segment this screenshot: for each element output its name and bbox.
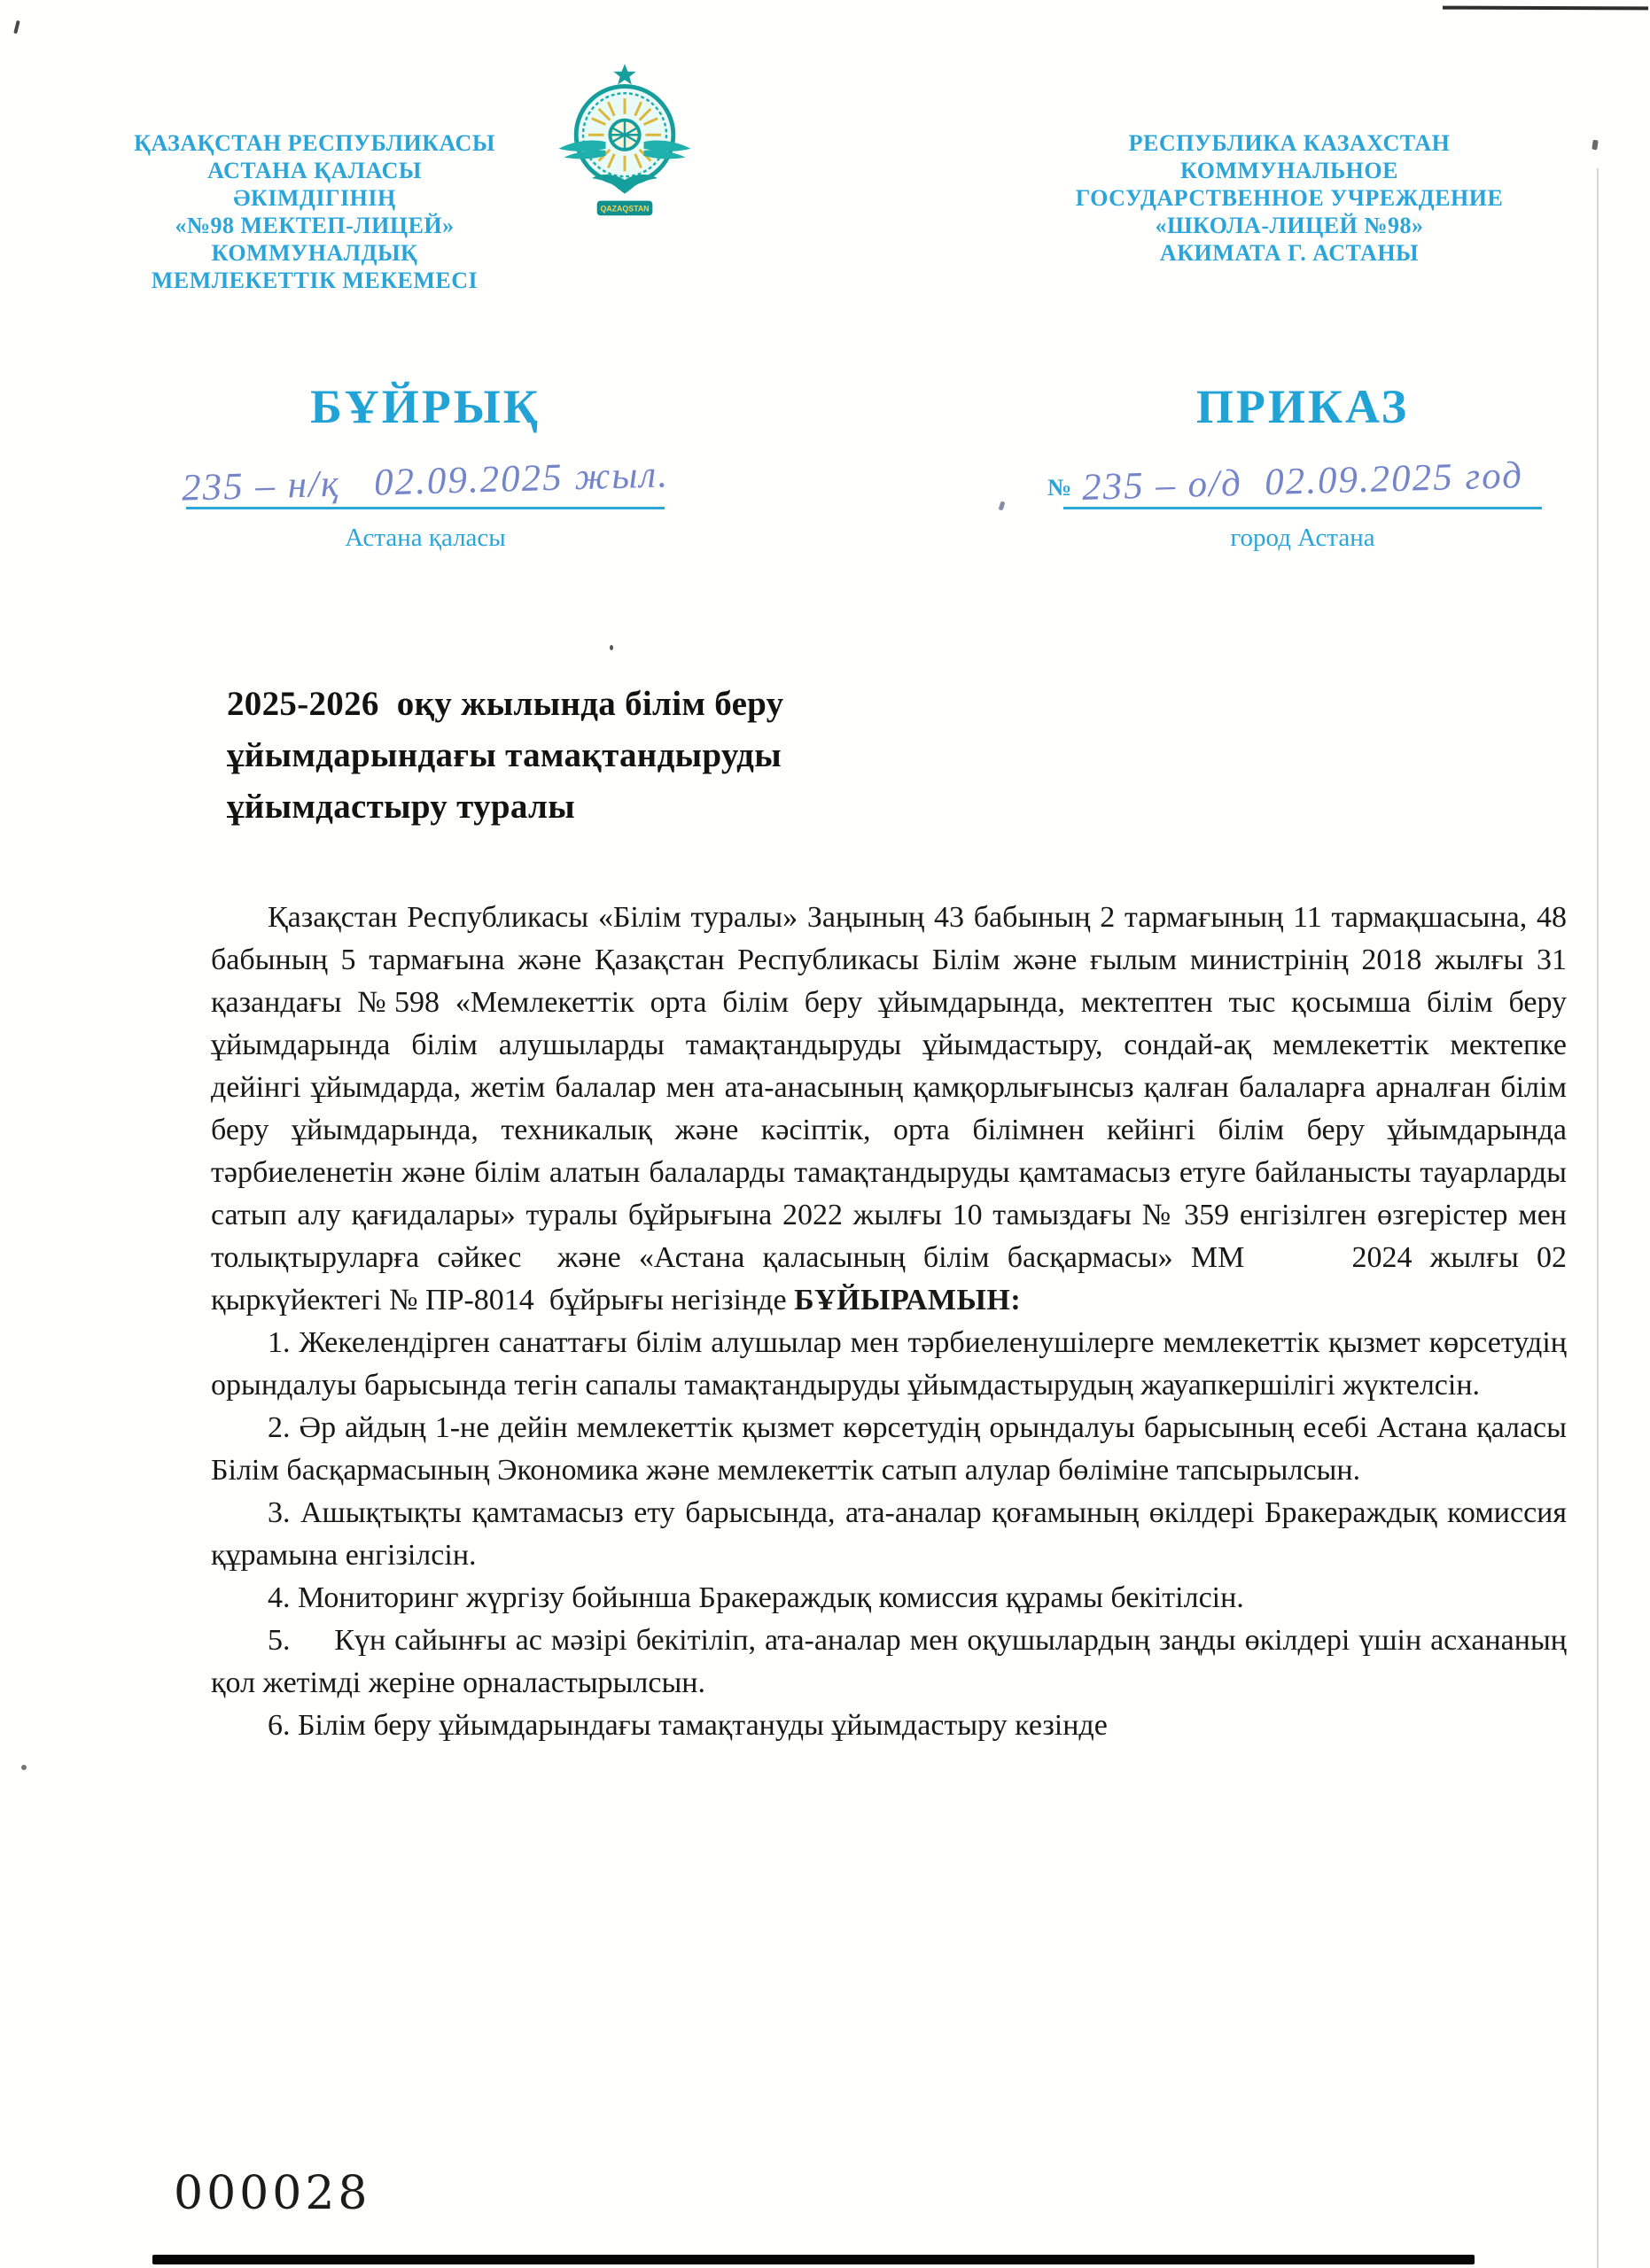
order-item: 3. Ашықтықты қамтамасыз ету барысында, ата-аналар қоғамының өкілдері Бракераждық комиссия құрамына енгізілсін.	[211, 1496, 1567, 1572]
scan-artifact-mark	[1592, 140, 1598, 151]
intro-paragraph	[211, 897, 1567, 1322]
scan-artifact-tick	[13, 20, 20, 35]
document-title-line: 2025-2026 оқу жылында білім беру	[227, 685, 784, 723]
letterhead-kazakh-line: ҚАЗАҚСТАН РЕСПУБЛИКАСЫ	[134, 130, 495, 156]
letterhead-kazakh-line: АСТАНА ҚАЛАСЫ	[207, 158, 422, 183]
order-item: 2. Әр айдың 1-не дейін мемлекеттік қызмет көрсетудің орындалуы барысының есебі Астана қаласы Білім басқармасының Экономика және мемлекеттік сатып алулар бөліміне тапсырылсын.	[211, 1411, 1567, 1487]
intro-text: Қазақстан Республикасы «Білім туралы» Заңының 43 бабының 2 тармағының 11 тармақшасына, 48 бабының 5 тармағына және Қазақстан Республикасы Білім және ғылым министрінің 2018 жылғы 31 қазандағы №598 «Мемлекеттік орта білім беру ұйымдарында, мектептен тыс қосымша білім беру ұйымдарында білім алушыларды тамақтандыруды ұйымдастыру, сондай-ақ мемлекеттік мектепке дейінгі ұйымдарда, жетім балалар мен ата-анасының қамқорлығынсыз қалған балаларға арналған білім беру ұйымдарында, техникалық және кәсіптік, орта білімнен кейінгі білім беру ұйымдарында тәрбиеленетін және білім алатын балаларды тамақтандыруды қамтамасыз етуге байланысты тауарларды сатып алу қағидалары» туралы бұйрығына 2022 жылғы 10 тамыздағы № 359 енгізілген өзгерістер мен толықтыруларға сәйкес және «Астана қаласының білім басқармасы» ММ 2024 жылғы 02 қыркүйектегі № ПР-8014 бұйрығы негізінде	[211, 901, 1567, 1317]
letterhead-russian-line: АКИМАТА Г. АСТАНЫ	[1159, 240, 1420, 266]
kazakhstan-emblem-icon	[555, 62, 695, 227]
letterhead-russian-line: «ШКОЛА-ЛИЦЕЙ №98»	[1155, 213, 1424, 238]
order-heading-kazakh	[168, 381, 682, 553]
scan-artifact-bottom-bar	[152, 2255, 1475, 2264]
emblem-banner-text: QAZAQSTAN	[600, 204, 650, 214]
order-item: 6. Білім беру ұйымдарындағы тамақтануды ұйымдастыру кезінде	[268, 1709, 1108, 1742]
letterhead-russian	[1010, 129, 1568, 267]
letterhead-kazakh-line: ӘКІМДІГІНІҢ	[233, 185, 396, 211]
document-body	[211, 897, 1567, 1747]
order-heading-russian	[1046, 381, 1560, 553]
order-number-handwritten-kazakh: 235 – н/қ 02.09.2025 жыл.	[181, 454, 670, 509]
letterhead-russian-line: ГОСУДАРСТВЕННОЕ УЧРЕЖДЕНИЕ	[1075, 185, 1504, 211]
order-number-handwritten-russian: 235 – о/д 02.09.2025 год	[1081, 454, 1524, 509]
order-item: 1. Жекелендірген санаттағы білім алушылар мен тәрбиеленушілерге мемлекеттік қызмет көрсетудің орындалуы барысында тегін сапалы тамақтандыруды ұйымдастырудың жауапкершілігі жүктелсін.	[211, 1326, 1567, 1402]
letterhead-kazakh	[89, 129, 541, 294]
order-place-kazakh: Астана қаласы	[345, 524, 506, 552]
scan-artifact-dot	[21, 1765, 27, 1770]
order-title-russian: ПРИКАЗ	[1195, 380, 1410, 433]
order-number-line-kazakh	[181, 438, 670, 509]
page-stamp-number: 000028	[174, 2167, 371, 2220]
letterhead-russian-line: КОММУНАЛЬНОЕ	[1180, 158, 1398, 183]
order-number-line-russian	[1047, 438, 1542, 509]
order-item: 4. Мониторинг жүргізу бойынша Бракераждық комиссия құрамы бекітілсін.	[268, 1581, 1244, 1614]
scan-artifact-right-edge	[1597, 168, 1599, 2268]
letterhead-russian-line: РЕСПУБЛИКА КАЗАХСТАН	[1128, 130, 1451, 156]
order-word: БҰЙЫРАМЫН:	[794, 1284, 1022, 1317]
letterhead-kazakh-line: МЕМЛЕКЕТТІК МЕКЕМЕСІ	[151, 268, 479, 293]
document-title	[227, 679, 783, 833]
scan-artifact-dot	[610, 645, 613, 650]
number-sign-label: №	[1047, 474, 1072, 501]
scan-artifact-comma	[999, 501, 1006, 510]
letterhead-kazakh-line: «№98 МЕКТЕП-ЛИЦЕЙ» КОММУНАЛДЫҚ	[175, 213, 455, 266]
order-title-kazakh: БҰЙРЫҚ	[310, 380, 541, 433]
order-place-russian: город Астана	[1230, 524, 1375, 552]
order-item: 5. Күн сайынғы ас мәзірі бекітіліп, ата-аналар мен оқушылардың заңды өкілдері үшін асхананың қол жетімді жеріне орналастырылсын.	[211, 1624, 1567, 1699]
document-title-line: ұйымдарындағы тамақтандыруды	[227, 736, 782, 774]
document-title-line: ұйымдастыру туралы	[227, 788, 575, 826]
scan-artifact-top-line	[1443, 6, 1648, 11]
